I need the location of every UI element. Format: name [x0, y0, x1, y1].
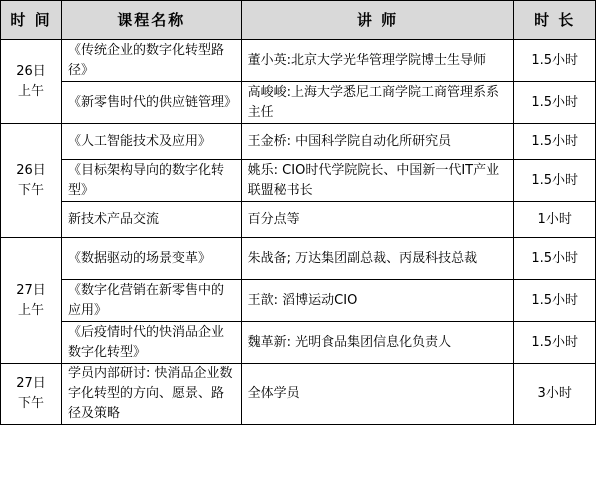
table-row: [1, 364, 596, 425]
time-date: 27日: [16, 376, 46, 391]
table-row: [1, 82, 596, 124]
header-course: 课程名称: [61, 1, 241, 40]
course-cell: 《传统企业的数字化转型路径》: [61, 40, 241, 82]
header-time: 时 间: [1, 1, 62, 40]
course-cell: 《目标架构导向的数字化转型》: [61, 160, 241, 202]
speaker-cell: 姚乐: CIO时代学院院长、中国新一代IT产业联盟秘书长: [241, 160, 514, 202]
header-duration: 时 长: [514, 1, 596, 40]
course-cell: 《新零售时代的供应链管理》: [61, 82, 241, 124]
duration-cell: 1.5小时: [514, 238, 596, 280]
duration-cell: 1小时: [514, 202, 596, 238]
speaker-cell: 朱战备; 万达集团副总裁、丙晟科技总裁: [241, 238, 514, 280]
table-row: [1, 238, 596, 280]
duration-cell: 1.5小时: [514, 40, 596, 82]
speaker-cell: 百分点等: [241, 202, 514, 238]
speaker-cell: 王金桥: 中国科学院自动化所研究员: [241, 124, 514, 160]
duration-cell: 1.5小时: [514, 280, 596, 322]
time-period: 上午: [17, 302, 44, 318]
course-cell: 《人工智能技术及应用》: [61, 124, 241, 160]
duration-cell: 1.5小时: [514, 160, 596, 202]
course-cell: 新技术产品交流: [61, 202, 241, 238]
header-row: [1, 1, 596, 40]
time-cell: [1, 364, 62, 425]
speaker-cell: 高峻峻:上海大学悉尼工商学院工商管理系系主任: [241, 82, 514, 124]
speaker-cell: 魏革新: 光明食品集团信息化负责人: [241, 322, 514, 364]
time-period: 上午: [17, 83, 44, 99]
time-period: 下午: [17, 396, 44, 411]
time-cell: [1, 124, 62, 238]
header-speaker: 讲 师: [241, 1, 514, 40]
time-date: 26日: [16, 162, 46, 178]
time-cell: [1, 40, 62, 124]
course-cell: 学员内部研讨: 快消品企业数字化转型的方向、愿景、路径及策略: [61, 364, 241, 425]
duration-cell: 3小时: [514, 364, 596, 425]
duration-cell: 1.5小时: [514, 322, 596, 364]
course-cell: 《后疫情时代的快消品企业数字化转型》: [61, 322, 241, 364]
time-period: 下午: [17, 182, 44, 198]
speaker-cell: 全体学员: [241, 364, 514, 425]
table-row: [1, 124, 596, 160]
course-cell: 《数据驱动的场景变革》: [61, 238, 241, 280]
duration-cell: 1.5小时: [514, 82, 596, 124]
table-row: [1, 322, 596, 364]
time-date: 27日: [16, 282, 46, 298]
table-row: [1, 160, 596, 202]
speaker-cell: 董小英:北京大学光华管理学院博士生导师: [241, 40, 514, 82]
time-cell: [1, 238, 62, 364]
table-row: [1, 40, 596, 82]
speaker-cell: 王歆: 滔博运动CIO: [241, 280, 514, 322]
course-cell: 《数字化营销在新零售中的应用》: [61, 280, 241, 322]
duration-cell: 1.5小时: [514, 124, 596, 160]
table-row: [1, 202, 596, 238]
time-date: 26日: [16, 63, 46, 79]
table-row: [1, 280, 596, 322]
